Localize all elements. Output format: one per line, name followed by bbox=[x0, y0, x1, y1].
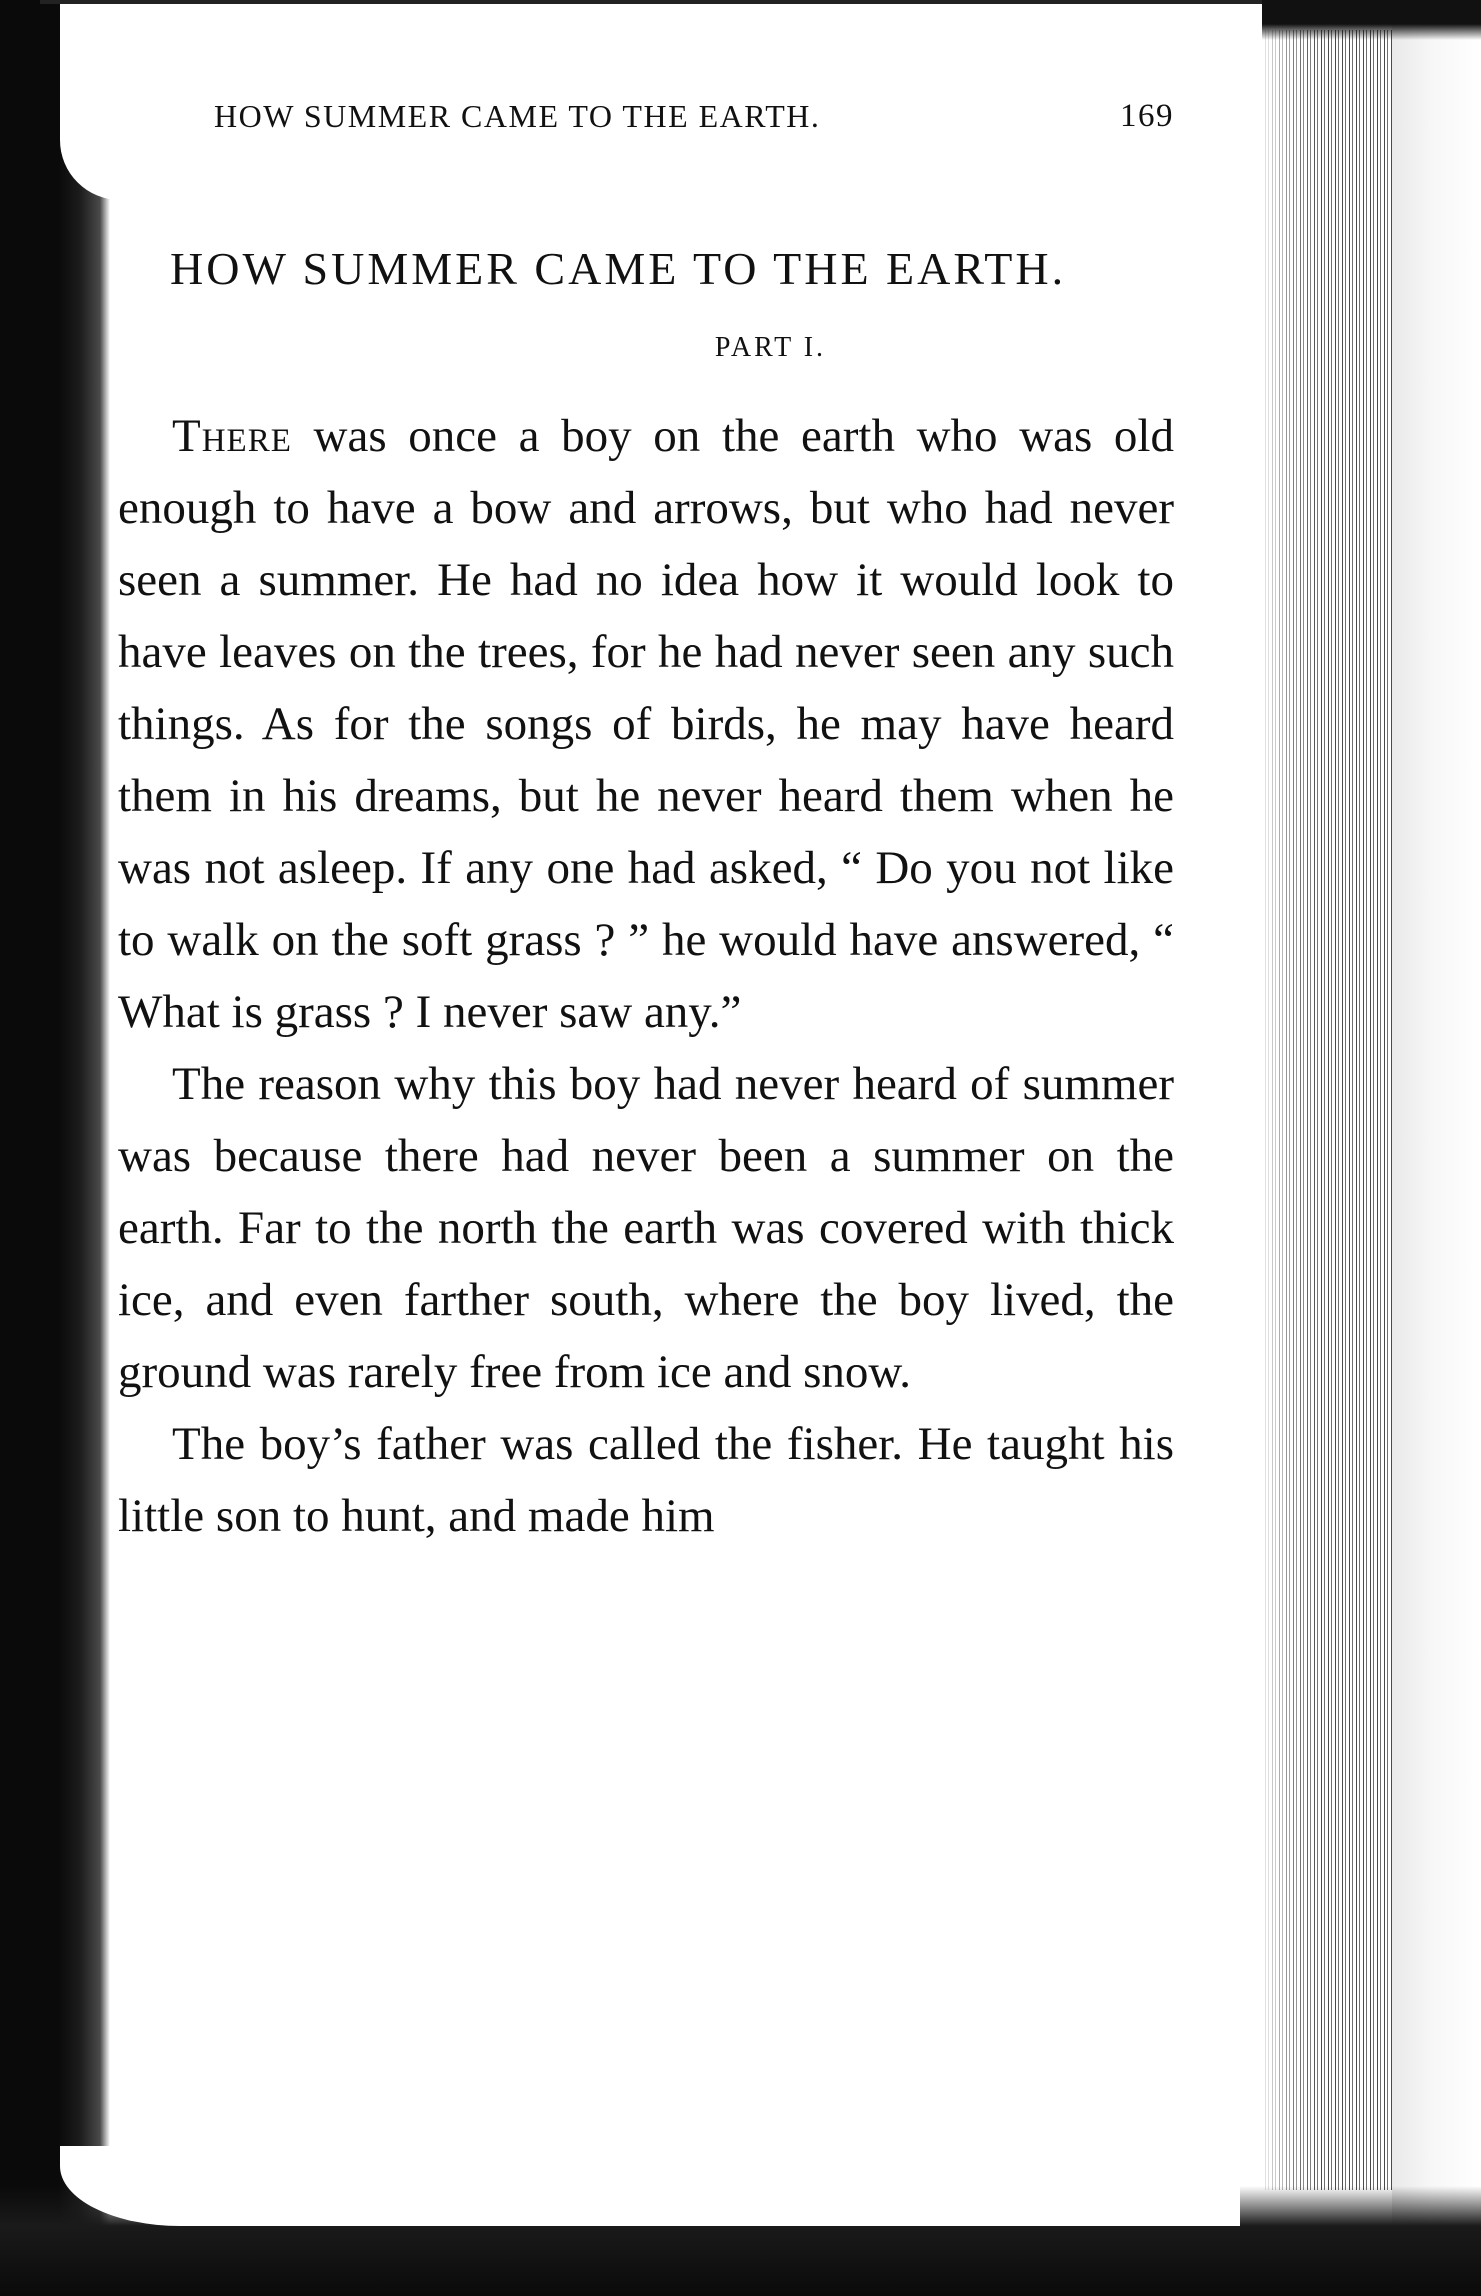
top-right-shadow bbox=[1262, 0, 1481, 40]
paragraph-2: The reason why this boy had never heard of summer was because there had never been a summer on the earth. Far to the north the earth was covered with thick ice, and even farther south, where the boy lived, the ground was rarely free from ice and snow. bbox=[118, 1058, 1174, 1398]
running-head-title: HOW SUMMER CAME TO THE EARTH. bbox=[214, 98, 821, 134]
chapter-title: HOW SUMMER CAME TO THE EARTH. bbox=[170, 243, 1067, 294]
part-label: PART I. bbox=[714, 332, 827, 363]
paragraph-text: was once a boy on the earth who was old enough to have a bow and arrows, but who had never seen a summer. He had no idea how it would look to have leaves on the trees, for he had never seen any such things. As for the songs of birds, he may have heard them in his dreams, but he never heard them when he was not asleep. If any one had asked, “ Do you not like to walk on the soft grass ? ” he would have answered, “ What is grass ? I never saw any.” bbox=[118, 410, 1174, 1038]
page-bottom-curve bbox=[60, 2146, 1240, 2226]
paragraph-1 bbox=[118, 400, 1174, 1048]
page-corner bbox=[60, 0, 140, 200]
running-head bbox=[214, 98, 1174, 158]
paragraph-lead-word: There bbox=[172, 410, 292, 462]
body-text bbox=[118, 400, 1174, 1552]
top-edge bbox=[40, 0, 1262, 4]
paragraph-3: The boy’s father was called the fisher. He taught his little son to hunt, and made him bbox=[118, 1418, 1174, 1542]
page-number: 169 bbox=[1120, 98, 1174, 134]
